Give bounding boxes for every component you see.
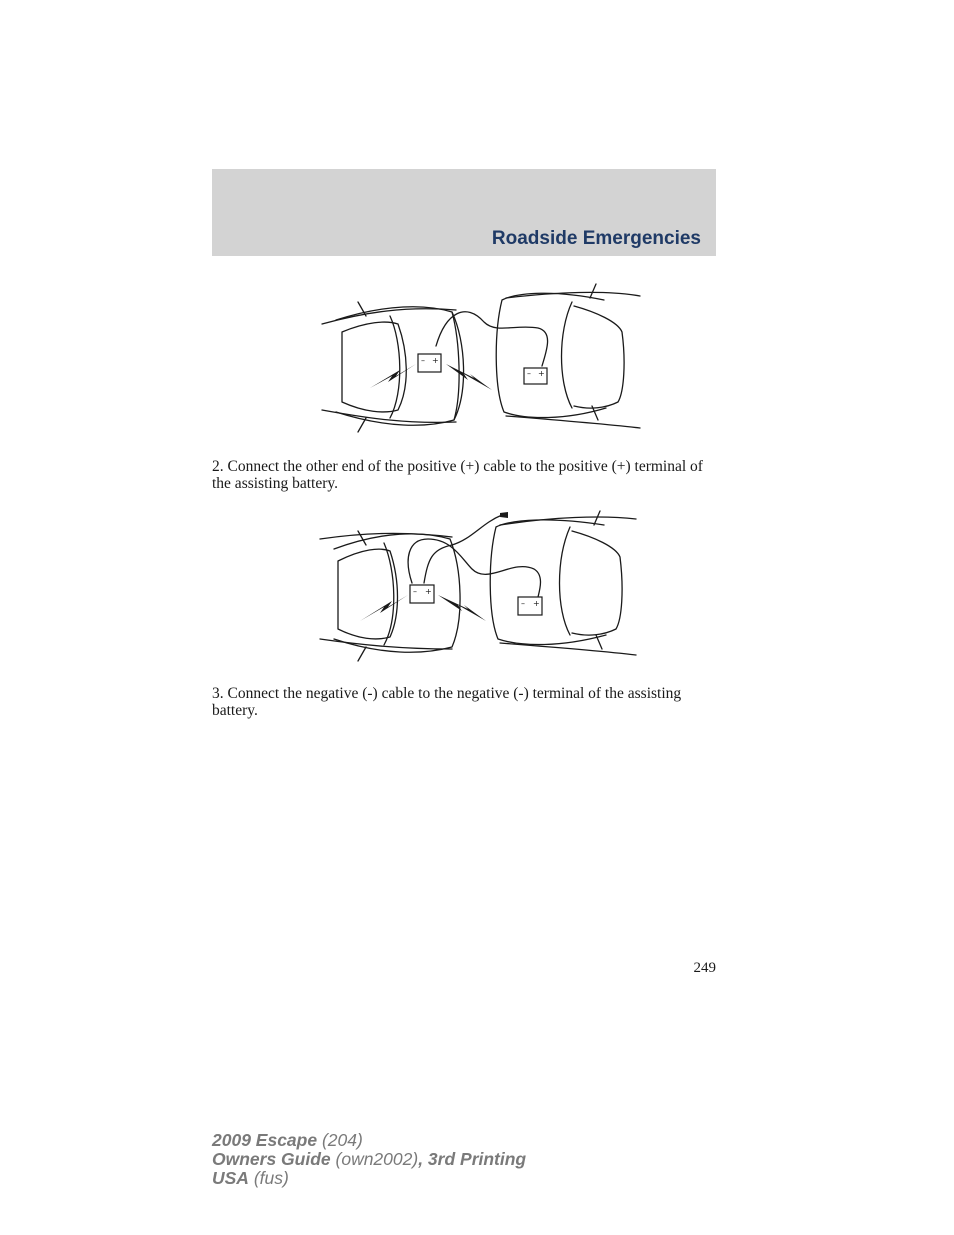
lightning-bolt-icon	[370, 364, 416, 388]
lightning-bolt-icon	[360, 595, 408, 621]
lightning-bolt-icon	[446, 364, 492, 390]
battery-minus-label: –	[421, 356, 425, 365]
disabled-battery	[410, 585, 434, 603]
footer-guide: Owners Guide	[212, 1149, 331, 1169]
battery-plus-label: +	[533, 599, 540, 608]
battery-minus-label: –	[521, 599, 525, 608]
footer-model: 2009 Escape	[212, 1130, 318, 1150]
assisting-battery	[524, 368, 547, 384]
section-title: Roadside Emergencies	[491, 228, 701, 249]
battery-minus-label: –	[413, 587, 417, 596]
footer-market: USA	[212, 1168, 249, 1188]
footer-printing: , 3rd Printing	[418, 1149, 527, 1169]
disabled-battery	[418, 354, 441, 372]
disabled-vehicle	[322, 302, 464, 432]
cable-clamp-icon	[500, 512, 508, 518]
document-footer	[212, 1131, 526, 1188]
assisting-vehicle	[490, 511, 636, 655]
footer-guide-code: (own2002)	[330, 1149, 419, 1169]
step-2-instruction: 2. Connect the other end of the positive (+) cable to the positive (+) terminal of the assisting battery.	[212, 458, 703, 492]
battery-plus-label: +	[425, 587, 432, 596]
page-number: 249	[693, 960, 716, 976]
jump-start-diagram-step-2	[312, 509, 640, 669]
assisting-battery	[518, 597, 542, 615]
battery-plus-label: +	[538, 369, 545, 378]
footer-market-code: (fus)	[248, 1168, 289, 1188]
assisting-vehicle	[496, 284, 640, 428]
jumper-cable	[436, 312, 548, 366]
footer-model-code: (204)	[317, 1130, 363, 1150]
battery-minus-label: –	[527, 369, 531, 378]
step-3-instruction: 3. Connect the negative (-) cable to the negative (-) terminal of the assisting battery.	[212, 685, 682, 719]
jump-start-diagram-step-1	[306, 282, 644, 438]
battery-plus-label: +	[432, 356, 439, 365]
section-header-band	[212, 169, 716, 256]
lightning-bolt-icon	[438, 595, 486, 621]
